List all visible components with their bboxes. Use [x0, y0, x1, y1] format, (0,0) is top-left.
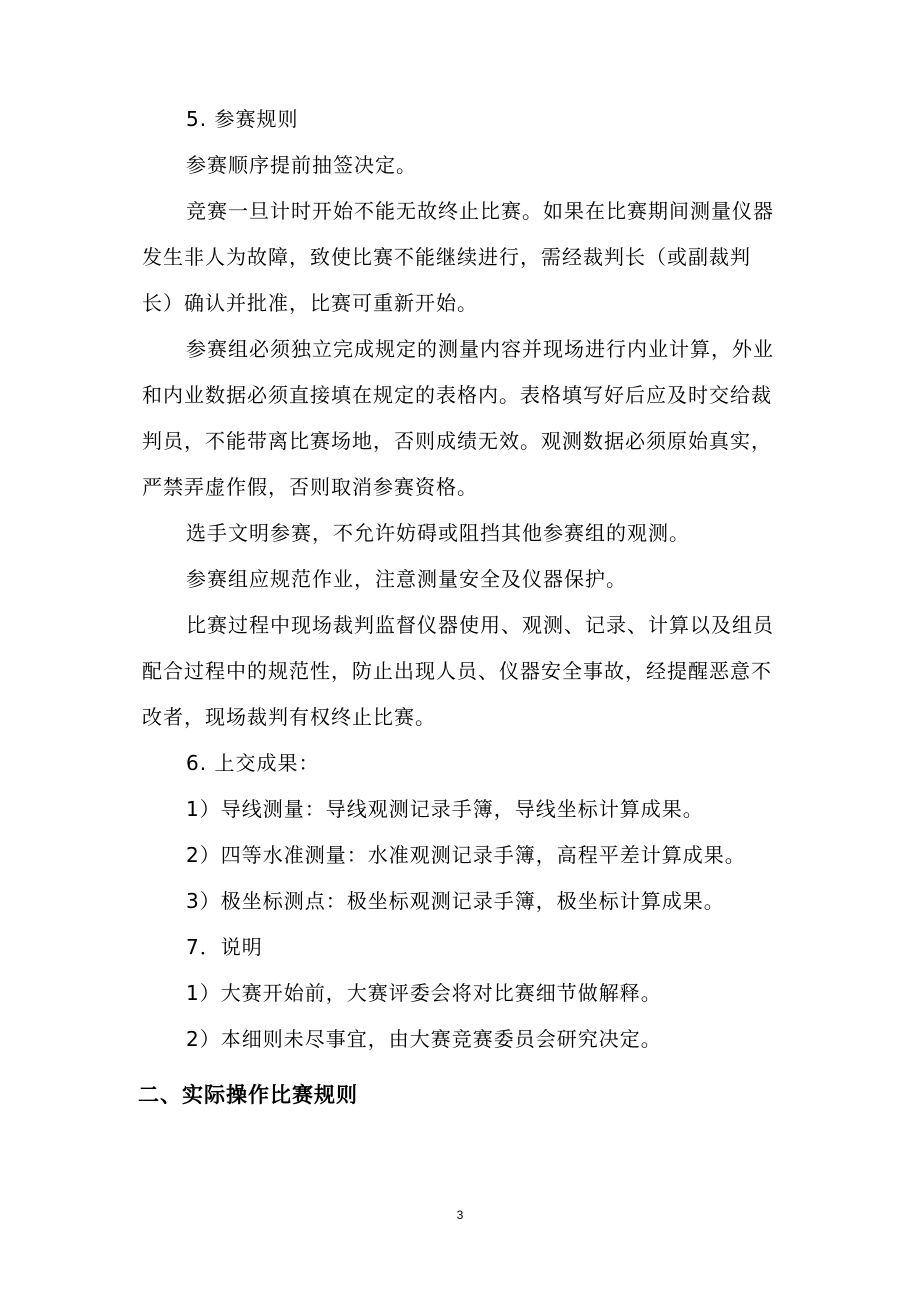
paragraph-timing: 竞赛一旦计时开始不能无故终止比赛。如果在比赛期间测量仪器发生非人为故障，致使比赛不能继续进行，需经裁判长（或副裁判长）确认并批准，比赛可重新开始。	[142, 199, 774, 315]
rule-5-heading: 5. 参赛规则	[186, 107, 299, 131]
list-item-explanation: 1）大赛开始前，大赛评委会将对比赛细节做解释。	[186, 981, 662, 1005]
page-number: 3	[456, 1208, 464, 1222]
document-body	[138, 96, 780, 1118]
rule-6-heading: 6. 上交成果：	[186, 751, 320, 775]
list-item-leveling: 2）四等水准测量：水准观测记录手簿，高程平差计算成果。	[186, 843, 746, 867]
section-heading: 二、实际操作比赛规则	[138, 1083, 358, 1107]
list-item-traverse: 1）导线测量：导线观测记录手簿，导线坐标计算成果。	[186, 797, 704, 821]
paragraph-safety: 参赛组应规范作业，注意测量安全及仪器保护。	[186, 567, 627, 591]
list-item-polar: 3）极坐标测点：极坐标观测记录手簿，极坐标计算成果。	[186, 889, 725, 913]
paragraph-draw-order: 参赛顺序提前抽签决定。	[186, 153, 417, 177]
paragraph-supervision: 比赛过程中现场裁判监督仪器使用、观测、记录、计算以及组员配合过程中的规范性，防止出现人员、仪器安全事故，经提醒恶意不改者，现场裁判有权终止比赛。	[142, 613, 774, 729]
list-item-unresolved: 2）本细则未尽事宜，由大赛竞赛委员会研究决定。	[186, 1027, 662, 1051]
paragraph-civility: 选手文明参赛，不允许妨碍或阻挡其他参赛组的观测。	[186, 521, 690, 545]
rule-7-heading: 7．说明	[186, 935, 263, 959]
paragraph-independent-work: 参赛组必须独立完成规定的测量内容并现场进行内业计算，外业和内业数据必须直接填在规定的表格内。表格填写好后应及时交给裁判员，不能带离比赛场地，否则成绩无效。观测数据必须原始真实，严禁弄虚作假，否则取消参赛资格。	[142, 337, 774, 499]
